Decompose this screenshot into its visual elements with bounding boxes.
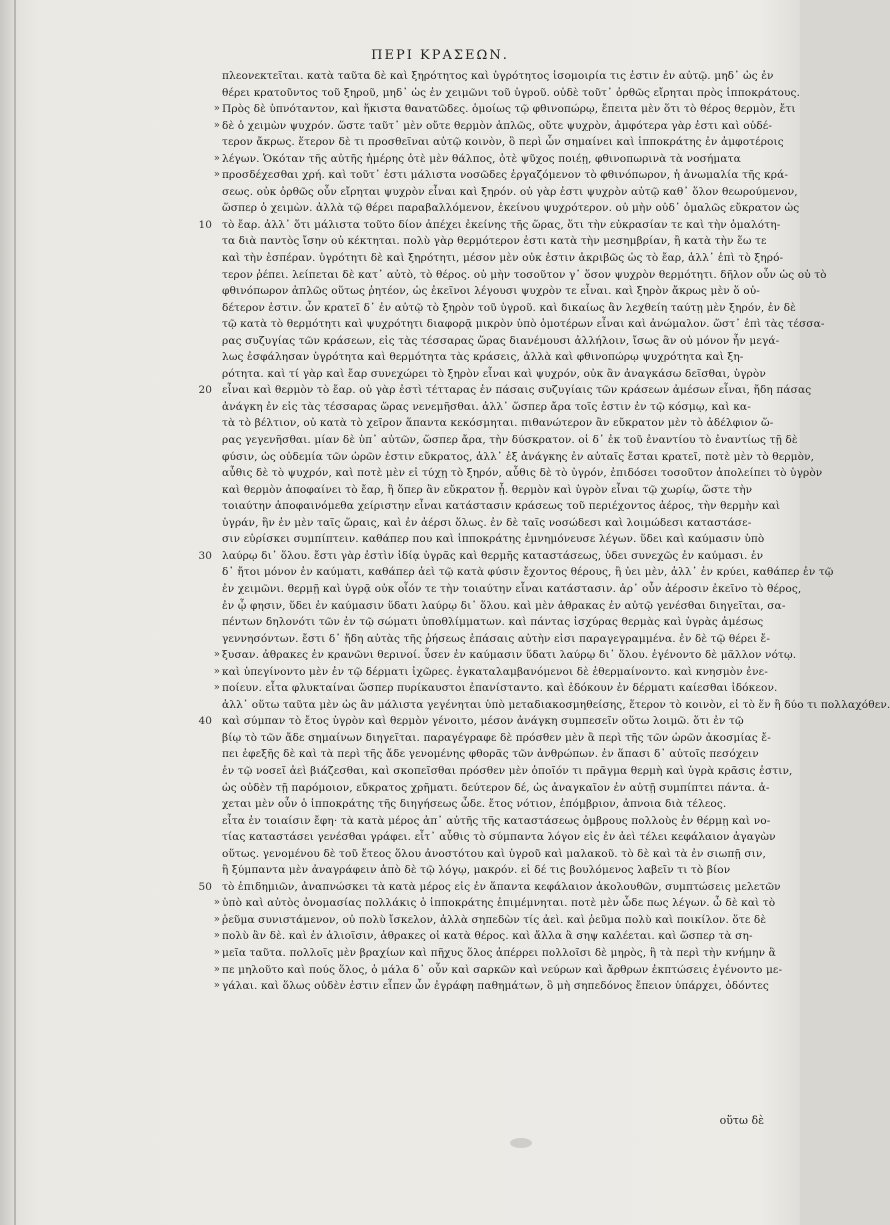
line-text: καὶ σύμπαν τὸ ἔτος ὑγρὸν καὶ θερμὸν γένοιτο, μέσον ἀνάγκη συμπεσεῖν οὕτω λοιμῶ. ὅτι ἐν τῷ (222, 715, 744, 728)
page-gutter (14, 0, 16, 1225)
line-text: δὲ ὁ χειμὼν ψυχρόν. ὥστε ταῦτ᾽ μὲν οὔτε θερμὸν ἁπλῶς, οὔτε ψυχρὸν, ἀμφότερα γὰρ ἐστι καὶ οὐδέ- (222, 119, 773, 132)
text-line (222, 796, 784, 813)
text-line (198, 713, 784, 730)
line-text: πε μηλοῦτο καὶ πούς ὅλος, ὁ μάλα δ᾽ οὖν καὶ σαρκῶν καὶ νεύρων καὶ ἄρθρων ἐκπτώσεις ἐγένοντο με- (222, 963, 783, 976)
line-text: πει ἐφεξῆς δὲ καὶ τὰ περὶ τῆς ἄδε γενομένης φθορᾶς τῶν ἀνθρώπων. ἐν ἅπασι δ᾽ αὐτοῖς πεσόχειν (222, 748, 759, 761)
text-line (222, 515, 784, 532)
line-text: σεως. οὐκ ὀρθῶς οὖν εἴρηται ψυχρὸν εἶναι καὶ ξηρόν. οὐ γὰρ ἐστι ψυχρὸν αὐτῷ καθ᾽ ὅλον θεωρούμενον, (222, 185, 798, 198)
line-text: ὡς οὐδὲν τῇ παρόμοιον, εὔκρατος χρῆματι. δεύτερον δέ, ὡς ἀναγκαῖον ἐν αὐτῇ συμπίπτει πάντα. ἀ- (222, 781, 770, 794)
line-text: λως ἐσφάλησαν ὑγρότητα καὶ θερμότητα τὰς κράσεις, ἀλλὰ καὶ φθινοπώρῳ ψυχρότητα καὶ ξη- (222, 351, 744, 364)
line-text: ῥεῦμα συνιστάμενον, οὐ πολὺ ἴσκελον, ἀλλὰ σηπεδὼν τίς ἀεὶ. καὶ ῥεῦμα πολὺ καὶ ποικίλον. ὅτε δὲ (222, 913, 767, 926)
text-line (198, 382, 812, 399)
line-text: Πρὸς δὲ ὑπνόταντον, καὶ ἥκιστα θανατῶδες. ὁμοίως τῷ φθινοπώρῳ, ἔπειτα μὲν ὅτι τὸ θέρος θερμὸν, ἔτι (222, 103, 796, 116)
text-line (222, 531, 784, 548)
line-text: ξυσαν. ἀθρακες ἐν κρανῶνι θερινοί. ὗσεν ἐν καύμασιν ὕδατι λαύρῳ δι᾽ ὅλου. ἐγένοντο δὲ μᾶλλον νότῳ. (222, 649, 797, 662)
line-text: δέτερον ἐστιν. ὧν κρατεῖ δ᾽ ἐν αὐτῷ τὸ ξηρὸν τοῦ ὑγροῦ. καὶ δικαίως ἂν λεχθείη ταύτῃ μὲν ξηρόν, ἐν δὲ (222, 301, 796, 314)
text-line (222, 449, 815, 466)
text-line (222, 697, 890, 714)
text-line (198, 548, 784, 565)
line-text: τῷ κατὰ τὸ θερμότητι καὶ ψυχρότητι διαφορᾷ μικρὸν ὑπὸ ὁμοτέρων εἶναι καὶ ἀνώμαλον. ὥστ᾽ ἐπὶ τὰς τέσσα- (222, 318, 825, 331)
line-text: γάλαι. καὶ ὅλως οὐδὲν ἐστιν εἶπεν ὧν ἐγράφη παθημάτων, ὃ μὴ σηπεδόνος ἔπειον ὑπάρχει, ὁδόντες (222, 980, 769, 993)
line-text: τὰ τὸ βέλτιον, οὐ κατὰ τὸ χεῖρον ἅπαντα κεκόσμηται. πιθανώτερον ἂν εὔκρατον μὲν τὸ ἀδέλφιον ὥ- (222, 417, 774, 430)
line-text: λέγων. Ὁκόταν τῆς αὐτῆς ἡμέρης ὁτὲ μὲν θάλπος, ὁτὲ ψῦχος ποιέῃ, φθινοπωρινὰ τὰ νοσήματα (222, 152, 741, 165)
text-line (222, 746, 784, 763)
quote-marker: » (213, 649, 220, 661)
quote-marker: » (213, 103, 220, 115)
text-line (213, 167, 788, 184)
line-text: ρας συζυγίας τῶν κράσεων, εἰς τὰς τέσσαρας ὥρας διανέμουσι ἀλλήλοιν, ἴσως ἂν οὐ μόνον ἦν μεγά- (222, 334, 780, 347)
text-line (222, 233, 784, 250)
ink-smudge (510, 1138, 532, 1148)
line-text: εἶτα ἐν τοιαίσιν ἔφη· τὰ κατὰ μέρος ἀπ᾽ αὐτῆς τῆς καταστάσεως ὀμβρους πολλοὺς ἐν θέρμῃ καὶ νο- (222, 814, 771, 827)
text-line (213, 664, 784, 681)
text-line (222, 316, 825, 333)
line-text: ἀνάγκη ἐν εἰς τὰς τέσσαρας ὥρας νενεμῆσθαι. ἀλλ᾽ ὥσπερ ἄρα τοῖς ἐστιν ἐν τῷ κόσμῳ, καὶ κα- (222, 400, 751, 413)
quote-marker: » (213, 980, 220, 992)
text-line (222, 465, 823, 482)
line-text: τίας καταστάσει γενέσθαι γράφει. εἶτ᾽ αὖθις τὸ σύμπαντα λόγον εἰς ἐν ἀεὶ τέλει κεφάλαιον ἀγαγὼν (222, 831, 776, 844)
line-text: καὶ ὑπεγίνοντο μὲν ἐν τῷ δέρματι ἰχῶρες. ἐγκαταλαμβανόμενοι δὲ ἐθερμαίνοντο. καὶ κνησμὸν ἐνε- (222, 665, 768, 678)
text-line (222, 730, 784, 747)
text-line (222, 399, 784, 416)
line-text: θέρει κρατοῦντος τοῦ ξηροῦ, μηδ᾽ ὡς ἐν χειμῶνι τοῦ ὑγροῦ. οὐδὲ τοῦτ᾽ ὀρθῶς εἴρηται πρὸς ἱπποκράτους. (222, 86, 801, 99)
text-line (222, 68, 784, 85)
text-line (213, 978, 784, 995)
line-number: 30 (198, 549, 212, 562)
line-text: καὶ τὴν ἑσπέραν. ὑγρότητι δὲ καὶ ξηρότητι, μέσον μὲν οὐκ ἐστιν ἀκριβῶς ὡς τὸ ἔαρ, ἀλλ᾽ ἐπὶ τὸ ξηρό- (222, 252, 784, 265)
line-text: εἶναι καὶ θερμὸν τὸ ἔαρ. οὐ γὰρ ἐστὶ τέτταρας ἐν πάσαις συζυγίαις τῶν κράσεων ἀμέσων εἶναι, ἤδη πάσας (222, 384, 812, 397)
text-line (222, 846, 784, 863)
text-line (222, 564, 834, 581)
line-text: αὖθις δὲ τὸ ψυχρόν, καὶ ποτὲ μὲν εἰ τύχῃ τὸ ξηρόν, αὖθις δὲ τὸ ὑγρόν, ἐπιδόσει τοσοῦτον ἀπολείπει τὸ ὑγρὸν (222, 467, 823, 480)
text-line (222, 813, 784, 830)
line-text: λαύρῳ δι᾽ ὅλου. ἔστι γὰρ ἐστὶν ἰδίᾳ ὑγρᾶς καὶ θερμῆς καταστάσεως, ὑδει συνεχῶς ἐν καύμασι. ἐν (222, 549, 764, 562)
line-text: προσδέχεσθαι χρή. καὶ τοῦτ᾽ ἐστι μάλιστα νοσῶδες ἐργαζόμενον τὸ φθινόπωρον, ἡ ἀνωμαλία τῆς κρά- (222, 169, 788, 182)
line-text: σιν εὑρίσκει συμπίπτειν. καθάπερ που καὶ ἱπποκράτης ἐμνημόνευσε λέγων. ὕδει καὶ καύμασιν ὑπὸ (222, 533, 765, 546)
line-text: ἢ ξύμπαντα μὲν ἀναγράφειν ἀπὸ δὲ τῷ λόγῳ, μακρόν. εἰ δέ τις βουλόμενος λαβεῖν τι τὸ βίον (222, 864, 731, 877)
line-text: ἐν ᾧ φησιν, ὕδει ἐν καύμασιν ὕδατι λαύρῳ δι᾽ ὅλου. καὶ μὲν ἀθρακας ἐν αὐτῷ γενέσθαι διηγεῖται, σα- (222, 599, 786, 612)
text-line (222, 333, 784, 350)
line-text: χεται μὲν οὖν ὁ ἱπποκράτης τῆς διηγήσεως ὧδε. ἔτος νότιον, ἐπόμβριον, ἀπνοια διὰ τέλεος. (222, 798, 727, 811)
text-line (222, 432, 798, 449)
line-text: πέντων δηλονότι τῶν ἐν τῷ σώματι ὑποθλίμματων. καὶ πάντας ἰσχύρας θερμὰς καὶ ὑγρὰς ἀμέσως (222, 616, 764, 629)
quote-marker: » (213, 930, 220, 942)
line-text: τερον ῥέπει. λείπεται δὲ κατ᾽ αὐτὸ, τὸ θέρος. οὐ μὴν τοσοῦτον γ᾽ ὅσον ψυχρὸν θερμότητι. δῆλον οὖν ὡς οὐ τὸ (222, 268, 827, 281)
line-text: πλεονεκτεῖται. κατὰ ταῦτα δὲ καὶ ξηρότητος καὶ ὑγρότητος ἰσομοιρία τις ἐστιν ἐν αὐτῷ. μηδ᾽ ὡς ἐν (222, 70, 774, 82)
text-line (222, 482, 784, 499)
text-line (222, 267, 827, 284)
text-line (222, 498, 784, 515)
text-line (213, 118, 784, 135)
line-text: πολὺ ἂν δὲ. καὶ ἐν ἀλιοῖσιν, ἀθρακες οἱ κατὰ θέρος. καὶ ἄλλα ἃ σηψ καλέεται. καὶ ὥσπερ τὰ ση- (222, 930, 753, 943)
quote-marker: » (213, 682, 220, 694)
text-line (222, 581, 802, 598)
line-text: βίῳ τὸ τῶν ἄδε σημαίνων διηγεῖται. παραγέγραφε δὲ πρόσθεν μὲν ἃ περὶ τῆς τῶν ὡρῶν ἀκοσμίας ἔ- (222, 731, 771, 744)
line-text: τερον ἄκρως. ἕτερον δὲ τι προσθεῖναι αὐτῷ κοινὸν, ὃ περὶ ὧν σημαίνει καὶ ἱπποκράτης ἐν ἀμφοτέροις (222, 136, 784, 149)
text-line (213, 647, 797, 664)
text-column (198, 68, 890, 995)
quote-marker: » (213, 913, 220, 925)
line-number: 20 (198, 384, 212, 397)
text-line (198, 217, 784, 234)
line-text: ὑπὸ καὶ αὐτὸς ὀνομασίας πολλάκις ὁ ἱπποκράτης ἐπιμέμνηται. ποτὲ μὲν ὧδε πως λέγων. ὦ δὲ καὶ τὸ (222, 897, 776, 910)
text-line (222, 250, 784, 267)
quote-marker: » (213, 897, 220, 909)
line-text: ὥσπερ ὁ χειμὼν. ἀλλὰ τῷ θέρει παραβαλλόμενον, ἐκείνου ψυχρότερον. οὐ μὴν οὐδ᾽ ὁμαλῶς εὔκρατον ὡς (222, 202, 800, 215)
text-line (213, 912, 784, 929)
line-text: ἐν τῷ νοσεῖ ἀεὶ βιάζεσθαι, καὶ σκοπεῖσθαι πρόσθεν μὲν ὁποῖόν τι πρᾶγμα θερμὴ καὶ ὑγρὰ κρᾶσις ἐστιν, (222, 764, 793, 777)
text-line (222, 300, 796, 317)
text-line (213, 101, 796, 118)
text-line (222, 366, 784, 383)
quote-marker: » (213, 119, 220, 131)
text-line (222, 283, 784, 300)
text-line (213, 962, 784, 979)
text-line (213, 680, 784, 697)
text-line (222, 631, 784, 648)
text-line (222, 780, 784, 797)
text-line (222, 184, 798, 201)
text-line (213, 928, 784, 945)
text-line (222, 200, 800, 217)
line-text: γεννησόντων. ἔστι δ᾽ ἤδη αὐτὰς τῆς ῥήσεως ἐπάσαις αὐτὴν εἰσι παραγεγραμμένα. ἐν δὲ τῷ θέρει ἔ- (222, 632, 771, 645)
line-text: ὑγράν, ἣν ἐν μὲν ταῖς ὥραις, καὶ ἐν ἀέρσι ὅλως. ἐν δὲ ταῖς νοσώδεσι καὶ λοιμώδεσι καταστάσε- (222, 516, 752, 529)
quote-marker: » (213, 963, 220, 975)
running-header (0, 48, 800, 63)
line-text: τοιαύτην ἀποφαινόμεθα χείριστην εἶναι κατάστασιν κράσεως τοῦ περιέχοντος ἀέρος, τὴν θερμὴν καὶ (222, 500, 781, 513)
line-text: φύσιν, ὡς οὐδεμία τῶν ὡρῶν ἐστιν εὔκρατος, ἀλλ᾽ ἐξ ἀνάγκης ἐν αὐταῖς ἔσται κρατεῖ, ποτὲ μὲν τὸ θερμὸν, (222, 450, 815, 463)
line-text: ἀλλ᾽ οὕτω ταῦτα μὲν ὡς ἂν μάλιστα γεγένηται ὑπὸ μεταδιακοσμηθείσης, ἕτερον τὸ κοινὸν, εἰ τὸ ἕν ἢ δύο τι πολλαχόθεν. (222, 698, 890, 711)
text-line (213, 151, 784, 168)
line-text: τα διὰ παντὸς ἴσην οὐ κέκτηται. πολὺ γὰρ θερμότερον ἐστι κατὰ τὴν μεσημβρίαν, ἢ κατὰ τὴν ἕω τε (222, 235, 767, 248)
line-text: ρας γεγενῆσθαι. μίαν δὲ ὑπ᾽ αὐτῶν, ὥσπερ ἄρα, τὴν δύσκρατον. οἱ δ᾽ ἐκ τοῦ ἐναντίου τὸ ἐναντίως τῇ δὲ (222, 434, 798, 447)
text-line (222, 349, 784, 366)
page-title: ΠΕΡΙ ΚΡΑΣΕΩΝ. (371, 48, 509, 63)
quote-marker: » (213, 152, 220, 164)
catchword: οὕτω δὲ (719, 1114, 764, 1127)
line-text: δ᾽ ἤτοι μόνον ἐν καύματι, καθάπερ ἀεὶ τῷ κατὰ φύσιν ἔχοντος θέρους, ἢ ὑει μὲν, ἀλλ᾽ ἐν κρύει, καθάπερ ἐν τῷ (222, 566, 834, 579)
text-line (222, 85, 801, 102)
line-number: 10 (198, 218, 212, 231)
line-text: ἐν χειμῶνι. θερμῇ καὶ ὑγρᾷ οὐκ οἶόν τε τὴν τοιαύτην εἶναι κατάστασιν. ἀρ᾽ οὖν ἀέροσιν ἐκεῖνο τὸ θέρος, (222, 582, 802, 595)
line-number: 50 (198, 880, 212, 893)
line-text: ρότητα. καὶ τί γὰρ καὶ ἔαρ συνεχώρει τὸ ξηρὸν εἶναι καὶ ψυχρόν, οὐκ ἂν ἀναγκάσω δεῖσθαι, ὑγρὸν (222, 367, 766, 380)
text-line (222, 134, 784, 151)
quote-marker: » (213, 665, 220, 677)
text-line (222, 763, 793, 780)
line-text: καὶ θερμὸν ἀποφαίνει τὸ ἔαρ, ἢ ὅπερ ἂν εὔκρατον ᾖ. θερμὸν καὶ ὑγρὸν εἶναι τῷ χωρίῳ, ὥστε τὴν (222, 483, 753, 496)
quote-marker: » (213, 946, 220, 958)
text-line (222, 862, 784, 879)
quote-marker: » (213, 169, 220, 181)
line-text: ποίευν. εἶτα φλυκταίναι ὥσπερ πυρίκαυστοι ἐπανίσταντο. καὶ ἐδόκουν ἐν δέρματι καίεσθαι ἰδόκεον. (222, 682, 778, 695)
line-text: οὕτως. γενομένου δὲ τοῦ ἔτεος ὅλου ἀνοστότου καὶ ὑγροῦ καὶ μαλακοῦ. τὸ δὲ καὶ τὰ ἐν σιωπῇ σιν, (222, 847, 766, 860)
text-line (222, 829, 784, 846)
line-number: 40 (198, 715, 212, 728)
text-line (222, 598, 784, 615)
text-line (222, 614, 784, 631)
text-line (213, 945, 784, 962)
line-text: μεῖα ταῦτα. πολλοῖς μὲν βραχίων καὶ πῆχυς ὅλος ἀπέρρει πολλοῖσι δὲ μηρὸς, ἢ τὰ περὶ τὴν κνήμην ἃ (222, 946, 776, 959)
text-line (213, 895, 784, 912)
line-text: τὸ ἐπιδημιῶν, ἀναπνώσκει τὰ κατὰ μέρος εἰς ἐν ἅπαντα κεφάλαιον ἀκολουθῶν, συμπτώσεις μελετῶν (222, 880, 781, 893)
line-text: φθινόπωρον ἁπλῶς οὕτως ῥητέον, ὡς ἐκεῖνοι λέγουσι ψυχρὸν τε εἶναι. καὶ ξηρὸν ἄκρως μὲν ὅ οὐ- (222, 285, 760, 298)
text-line (198, 879, 784, 896)
text-line (222, 415, 784, 432)
line-text: τὸ ἔαρ. ἀλλ᾽ ὅτι μάλιστα τοῦτο δίον ἀπέχει ἐκείνης τῆς ὥρας, ὅτι τὴν εὐκρασίαν τε καὶ τὴν ὁμαλότη- (222, 218, 781, 231)
